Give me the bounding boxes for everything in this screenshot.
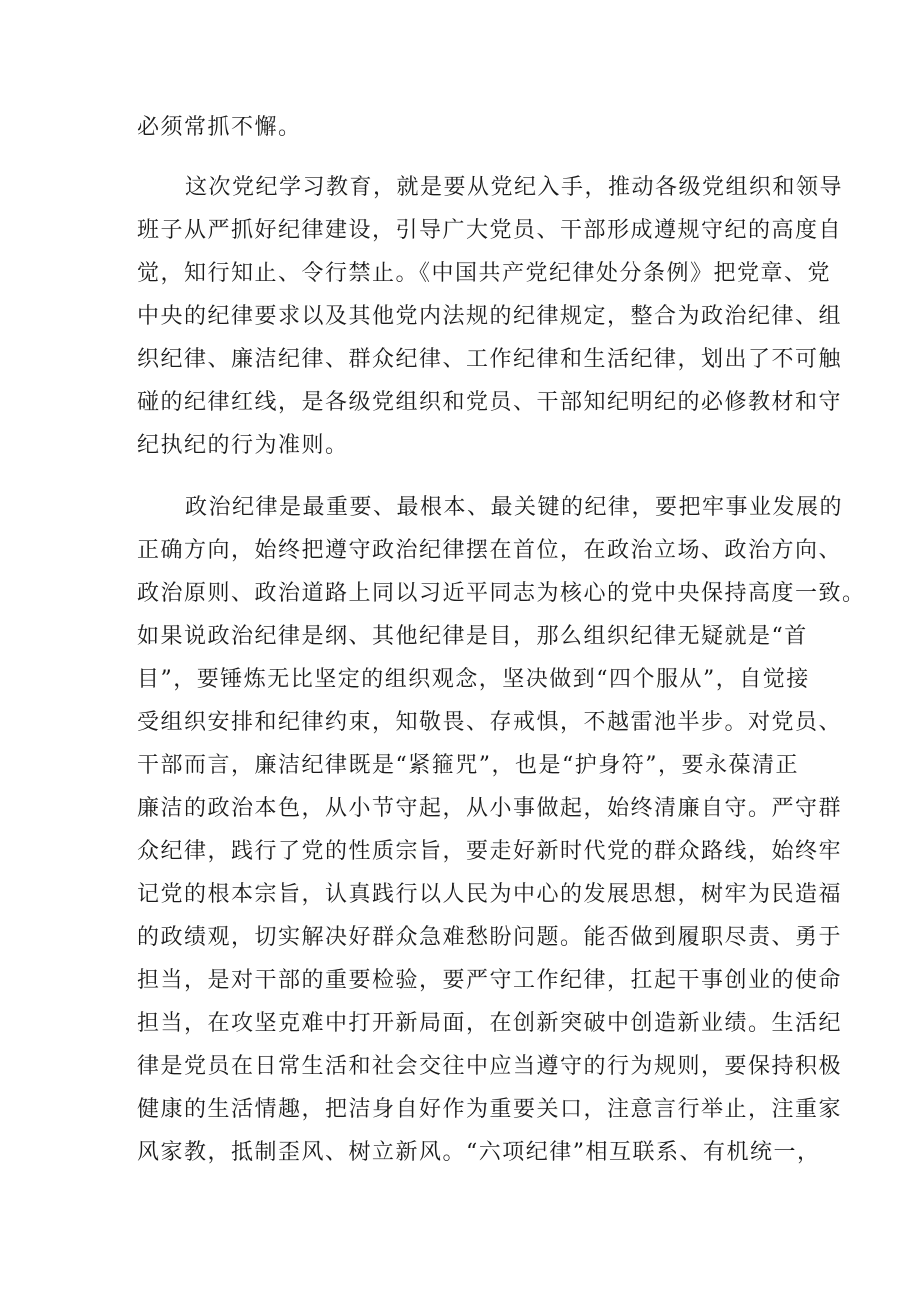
text-line: 政治原则、政治道路上同以习近平同志为核心的党中央保持高度一致。 <box>137 581 866 606</box>
text-line: 记党的根本宗旨，认真践行以人民为中心的发展思想，树牢为民造福 <box>137 882 843 907</box>
text-line: 织纪律、廉洁纪律、群众纪律、工作纪律和生活纪律，划出了不可触 <box>137 347 843 372</box>
text-line: 律是党员在日常生活和社会交往中应当遵守的行为规则，要保持积极 <box>137 1054 843 1079</box>
text-line: 担当，是对干部的重要检验，要严守工作纪律，扛起干事创业的使命 <box>137 968 843 993</box>
text-line: 这次党纪学习教育，就是要从党纪入手，推动各级党组织和领导 <box>185 175 844 200</box>
text-line: 纪执纪的行为准则。 <box>137 433 349 458</box>
text-line: 风家教，抵制歪风、树立新风。“六项纪律”相互联系、有机统一， <box>137 1140 821 1165</box>
text-line: 必须常抓不懈。 <box>137 115 302 140</box>
text-line: 目”，要锤炼无比坚定的组织观念，坚决做到“四个服从”，自觉接 <box>137 667 810 692</box>
text-line: 的政绩观，切实解决好群众急难愁盼问题。能否做到履职尽责、勇于 <box>137 925 843 950</box>
text-line: 政治纪律是最重要、最根本、最关键的纪律，要把牢事业发展的 <box>185 495 844 520</box>
text-line: 班子从严抓好纪律建设，引导广大党员、干部形成遵规守纪的高度自 <box>137 218 843 243</box>
text-line: 担当，在攻坚克难中打开新局面，在创新突破中创造新业绩。生活纪 <box>137 1011 843 1036</box>
text-line: 受组织安排和纪律约束，知敬畏、存戒惧，不越雷池半步。对党员、 <box>137 710 843 735</box>
text-line: 健康的生活情趣，把洁身自好作为重要关口，注意言行举止，注重家 <box>137 1097 843 1122</box>
text-line: 觉，知行知止、令行禁止。《中国共产党纪律处分条例》把党章、党 <box>137 261 832 286</box>
text-line: 碰的纪律红线，是各级党组织和党员、干部知纪明纪的必修教材和守 <box>137 390 843 415</box>
text-line: 如果说政治纪律是纲、其他纪律是目，那么组织纪律无疑就是“首 <box>137 624 808 649</box>
text-line: 干部而言，廉洁纪律既是“紧箍咒”，也是“护身符”，要永葆清正 <box>137 753 799 778</box>
text-line: 正确方向，始终把遵守政治纪律摆在首位，在政治立场、政治方向、 <box>137 538 843 563</box>
text-line: 中央的纪律要求以及其他党内法规的纪律规定，整合为政治纪律、组 <box>137 304 843 329</box>
text-line: 廉洁的政治本色，从小节守起，从小事做起，始终清廉自守。严守群 <box>137 796 843 821</box>
text-line: 众纪律，践行了党的性质宗旨，要走好新时代党的群众路线，始终牢 <box>137 839 843 864</box>
